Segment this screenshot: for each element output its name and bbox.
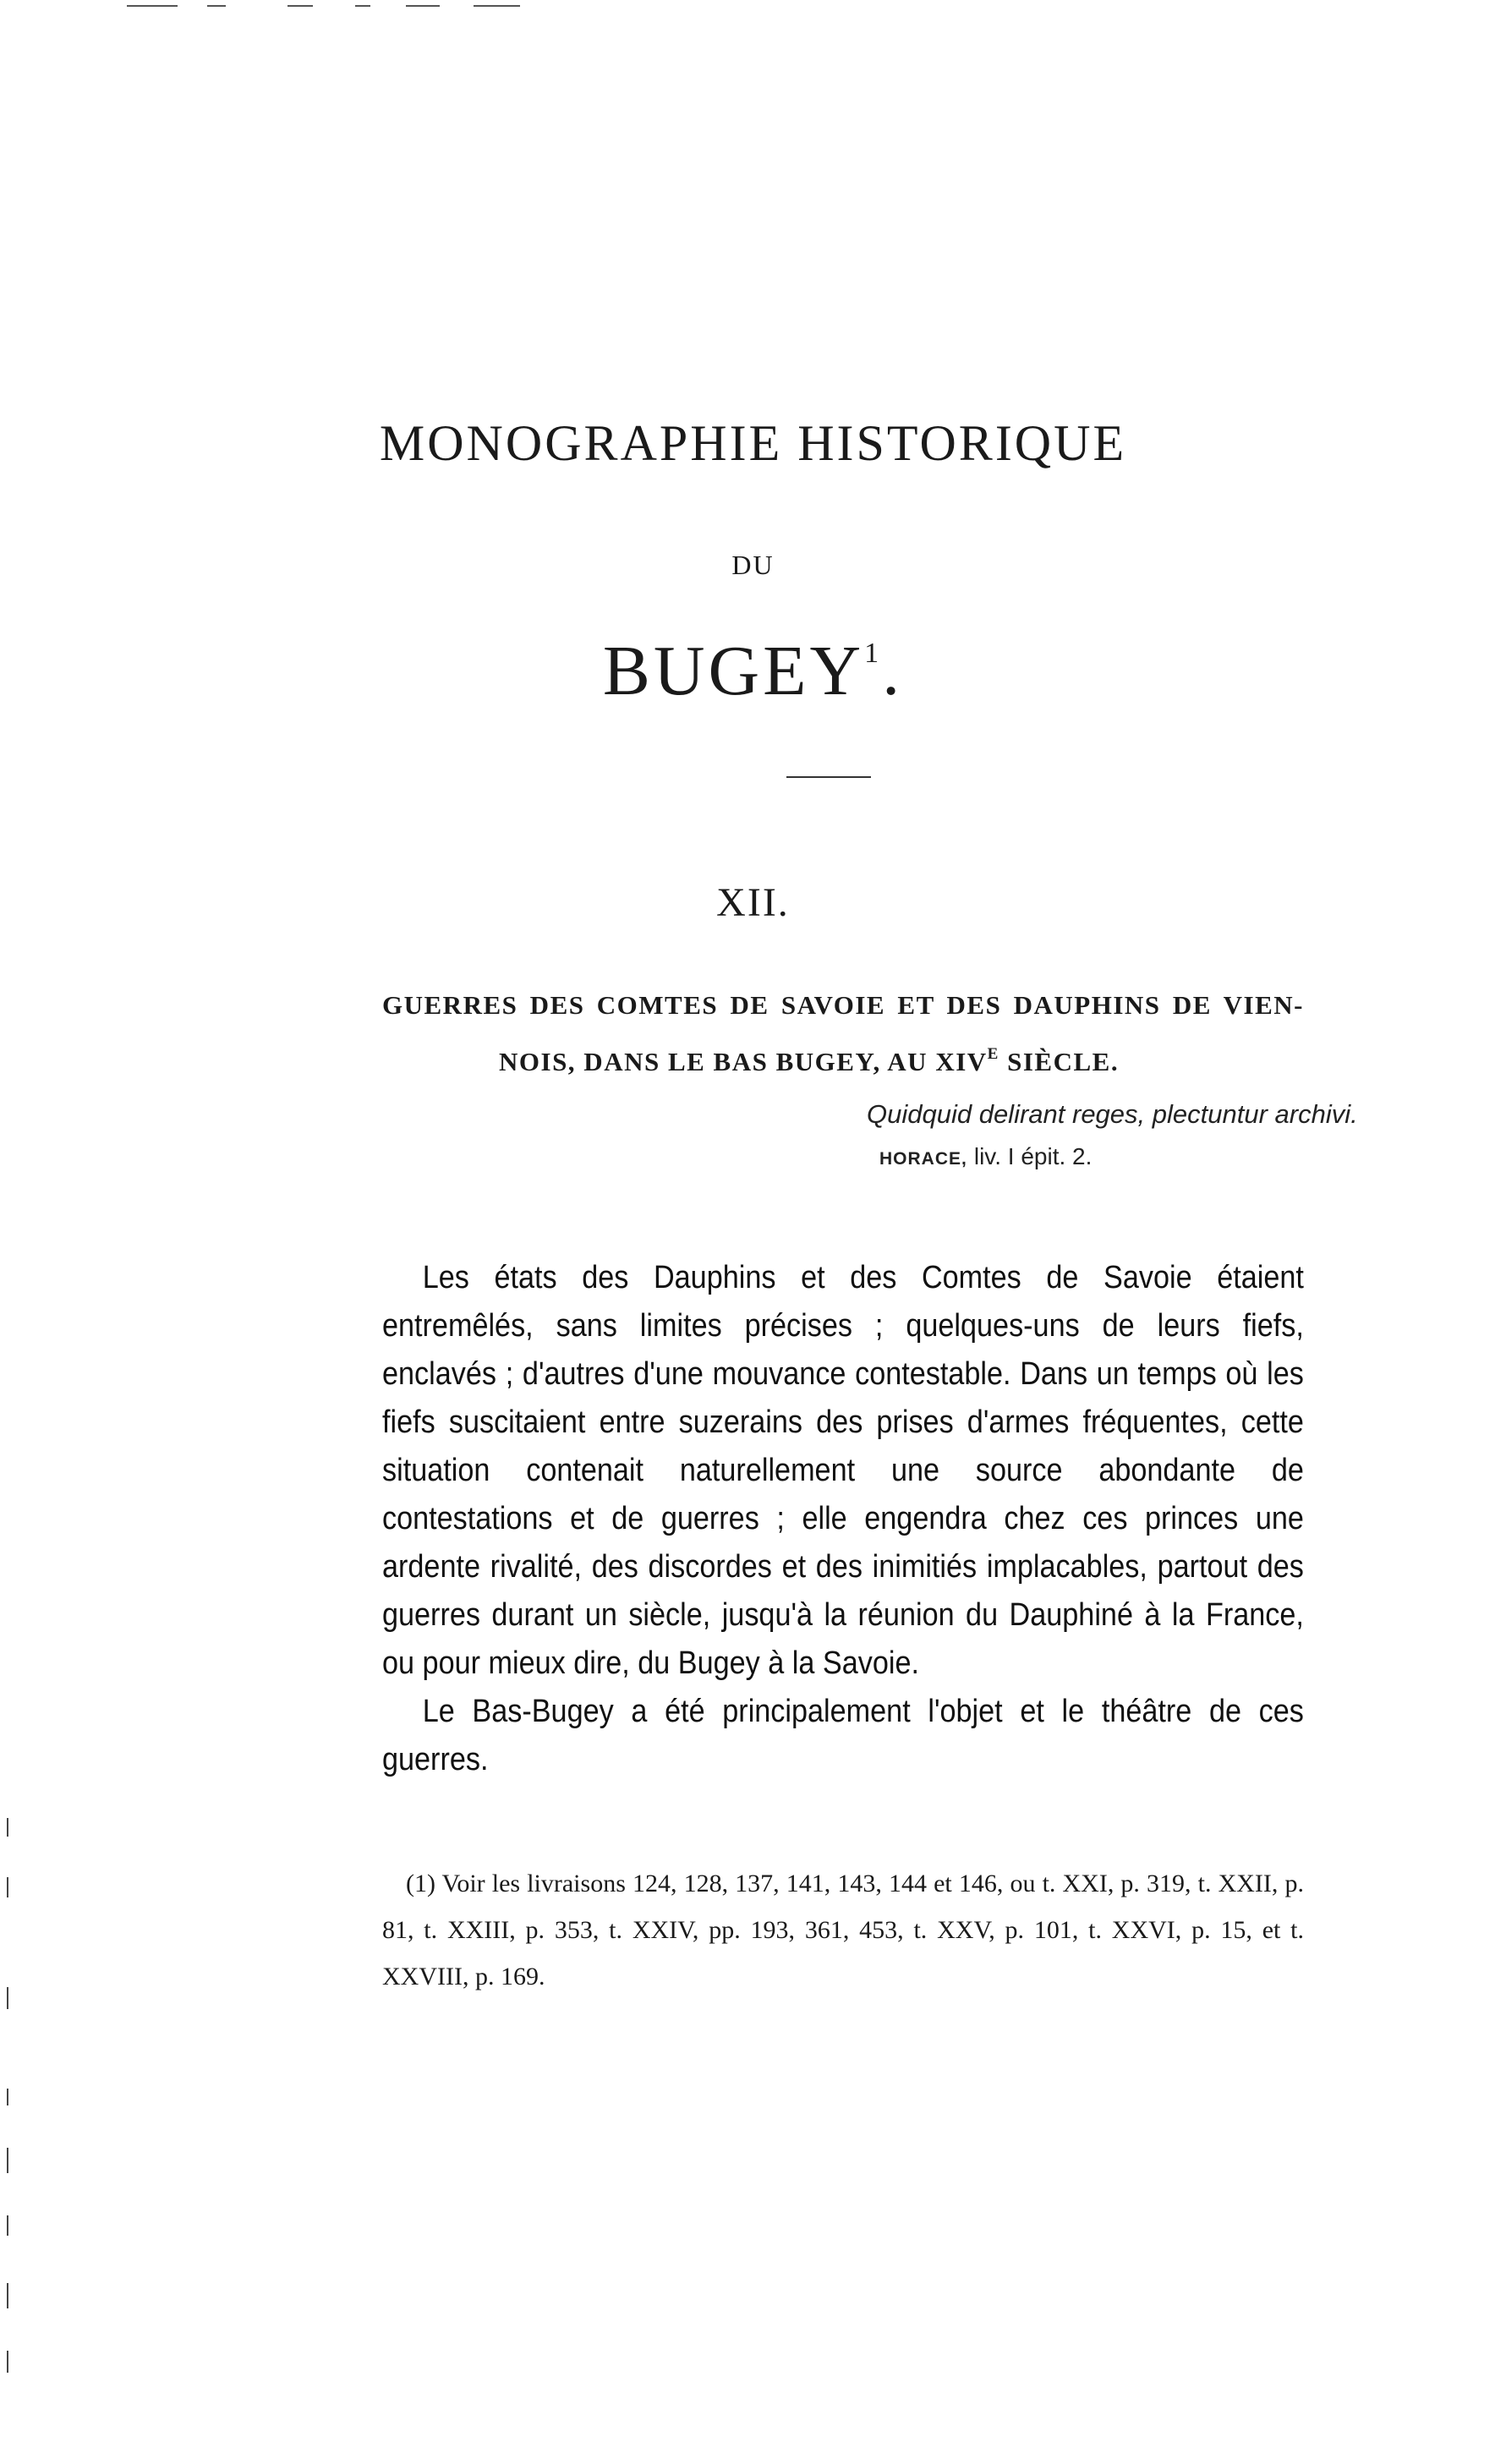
epigraph-author: HORACE,	[879, 1149, 967, 1169]
chapter-title-line-2-text: NOIS, DANS LE BAS BUGEY, AU XIV	[499, 1047, 988, 1076]
chapter-number: XII.	[716, 880, 790, 925]
page-title: MONOGRAPHIE HISTORIQUE	[379, 415, 1127, 471]
body-text	[382, 1254, 1304, 1784]
paragraph: Les états des Dauphins et des Comtes de Savoie étaient entremêlés, sans limites précises ; quelques-uns de leurs fiefs, enclavés ; d'autres d'une mouvance contestable. Dans un temps où les fiefs suscitaient entre suzerains des prises d'armes fréquentes, cette situation contenait naturellement une source abondante de contestations et de guerres ; elle engendra chez ces princes une ardente rivalité, des discordes et des inimitiés implacables, partout des guerres durant un siècle, jusqu'à la réunion du Dauphiné à la France, ou pour mieux dire, du Bugey à la Savoie.	[382, 1260, 1304, 1681]
title-subject	[0, 630, 1506, 712]
epigraph-quote: Quidquid delirant reges, plectuntur archivi.	[867, 1099, 1358, 1129]
century-superscript: E	[987, 1045, 999, 1063]
epigraph-source: liv. I épit. 2.	[973, 1143, 1093, 1169]
scan-edge-marks-top	[127, 5, 524, 8]
chapter-title	[382, 981, 1304, 1087]
epigraph-attribution	[879, 1143, 1092, 1170]
scan-edge-marks-left	[7, 1793, 10, 2401]
footnote-reference: 1	[864, 638, 883, 669]
title-subject-text: BUGEY	[602, 632, 865, 710]
title-connector: DU	[731, 550, 775, 580]
chapter-title-line-2-end: SIÈCLE.	[999, 1047, 1120, 1076]
paragraph: Le Bas-Bugey a été principalement l'objet et le théâtre de ces guerres.	[382, 1694, 1304, 1777]
chapter-title-line-1: GUERRES DES COMTES DE SAVOIE ET DES DAUPHINS DE VIEN-	[382, 990, 1304, 1020]
title-subject-punct: .	[882, 632, 904, 710]
section-divider	[786, 776, 871, 778]
footnote: (1) Voir les livraisons 124, 128, 137, 141, 143, 144 et 146, ou t. XXI, p. 319, t. XXII, p. 81, t. XXIII, p. 353, t. XXIV, pp. 193, 361, 453, t. XXV, p. 101, t. XXVI, p. 15, et t. XXVIII, p. 169.	[382, 1870, 1304, 1990]
chapter-title-line-2	[382, 1030, 1304, 1087]
